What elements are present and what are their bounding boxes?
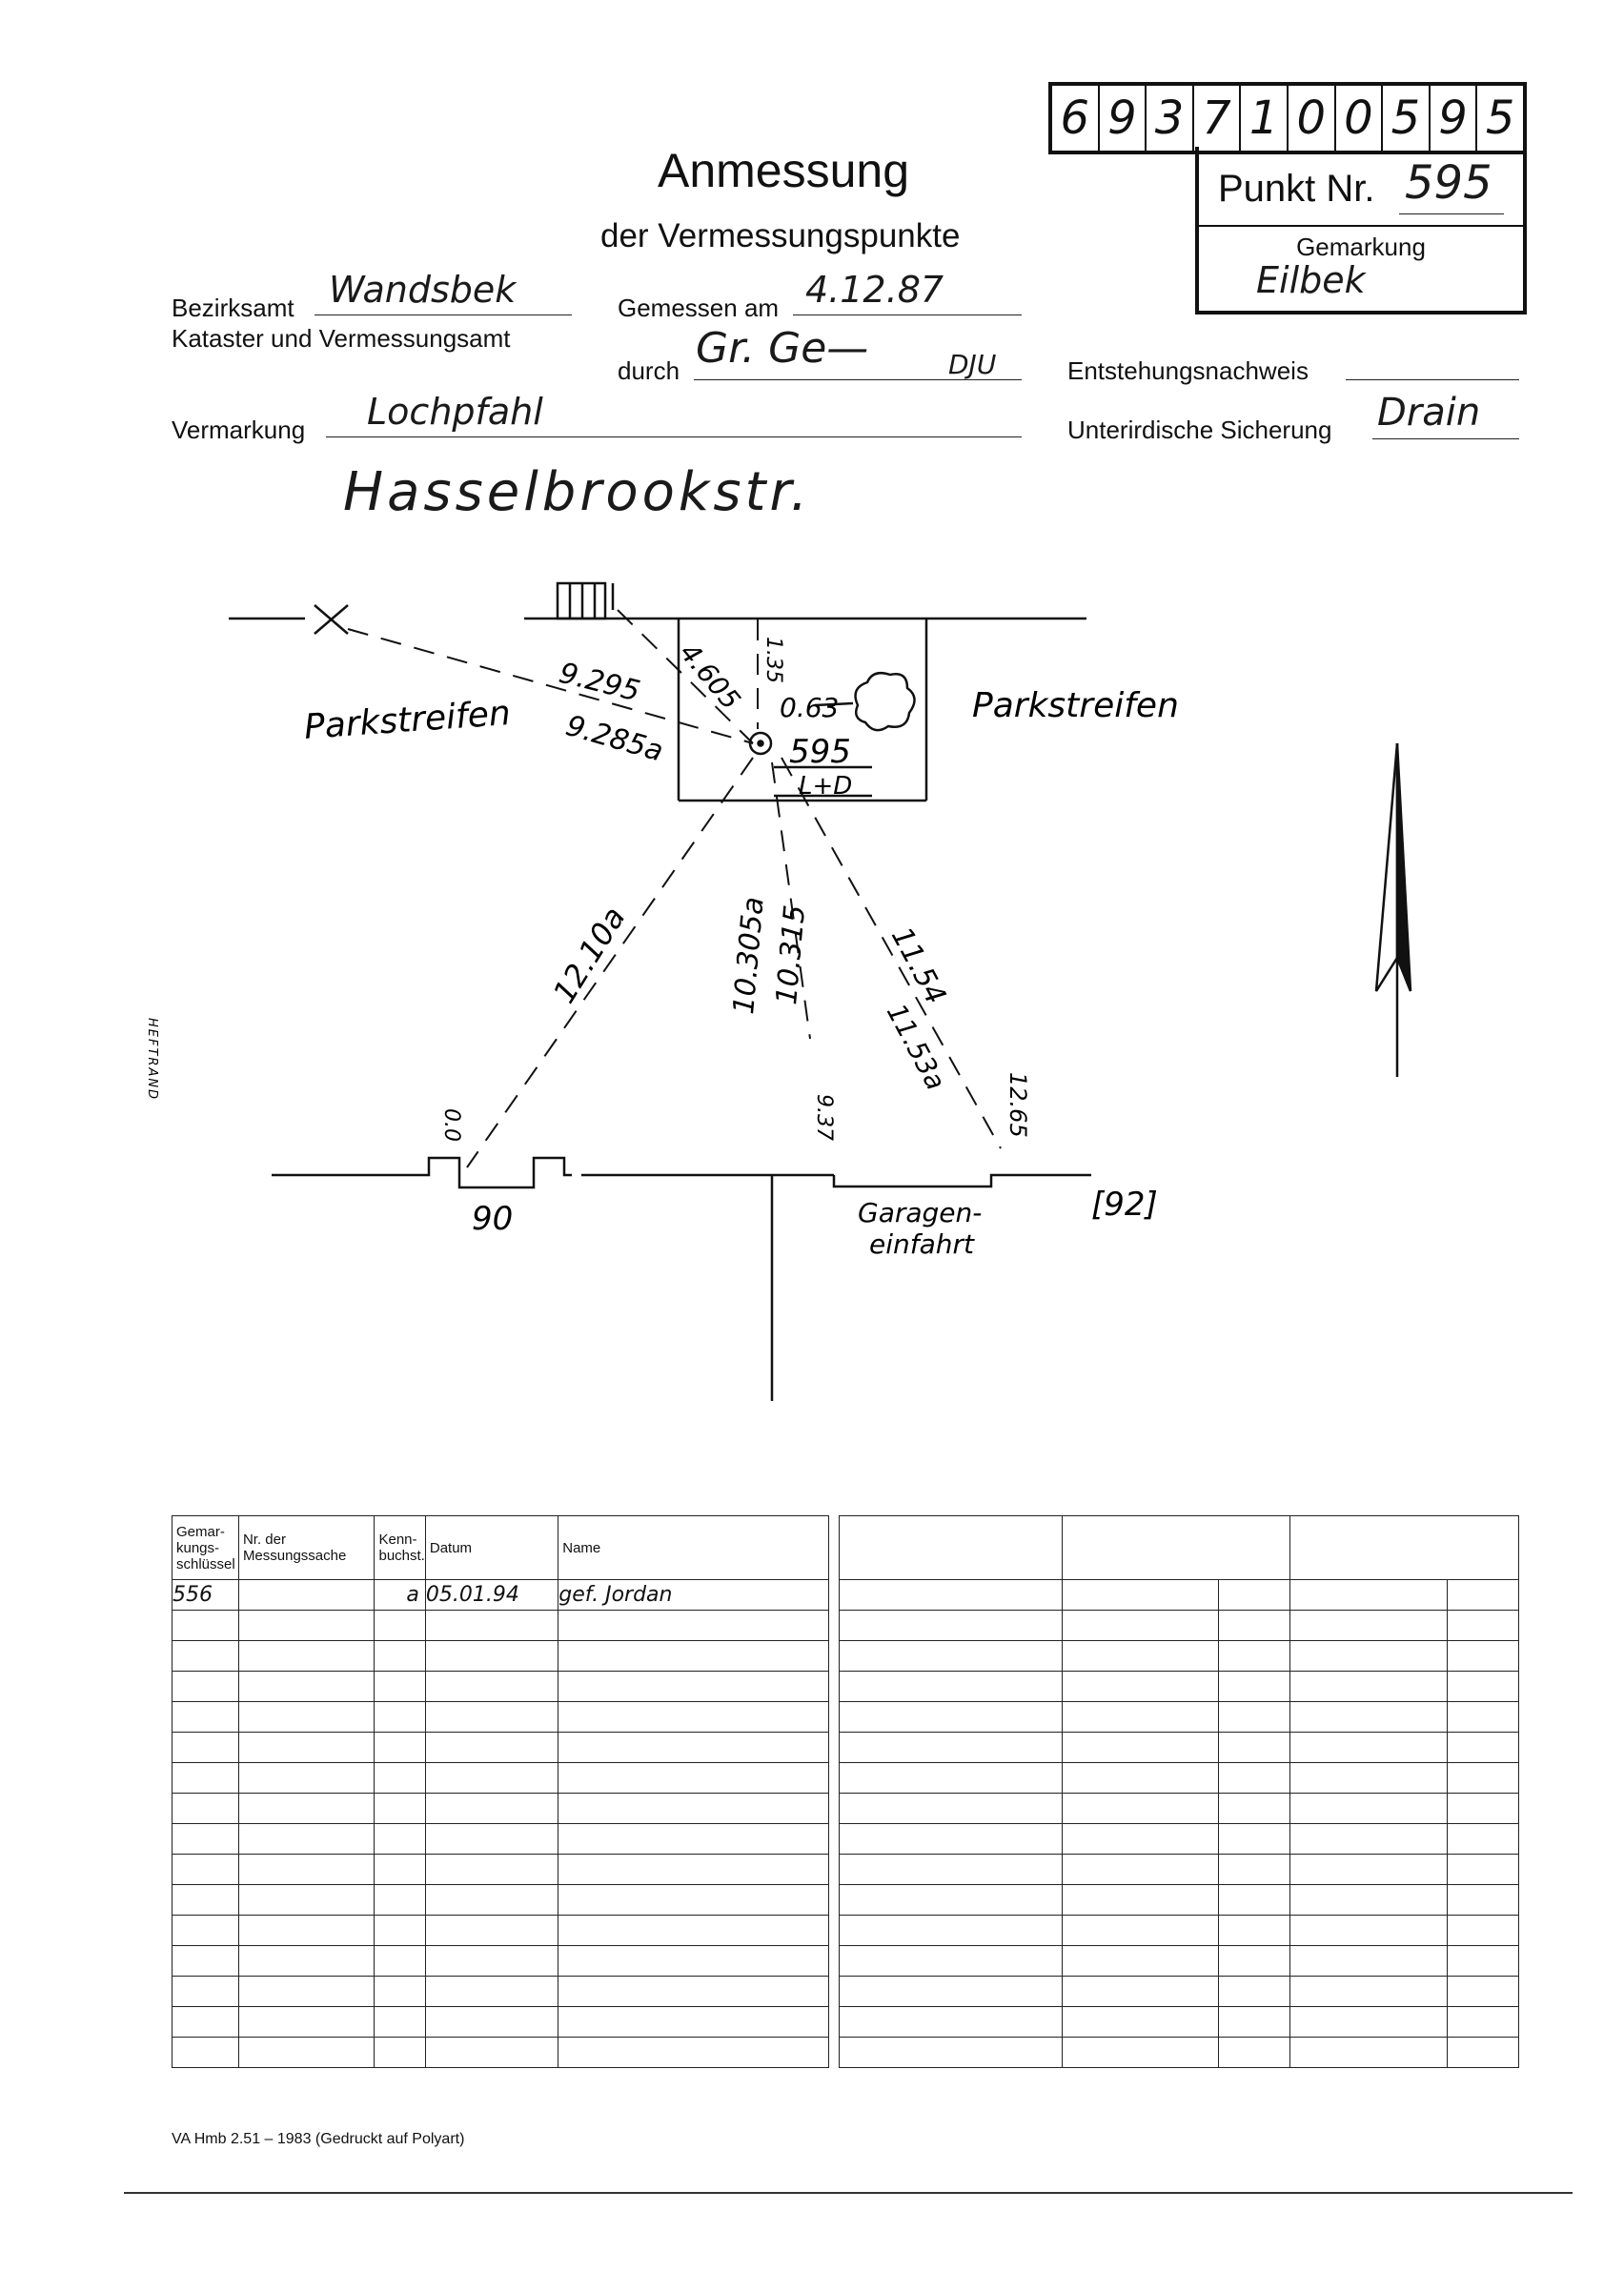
house-92-label: [92] bbox=[1091, 1186, 1158, 1224]
cell-gemarkung: 556 bbox=[173, 1580, 239, 1611]
house-90-label: 90 bbox=[472, 1200, 514, 1238]
table-row bbox=[840, 1702, 1519, 1733]
dist-1210a: 12.10a bbox=[545, 900, 633, 1010]
table-row bbox=[840, 1763, 1519, 1794]
dist-92855a: 9.285a bbox=[561, 709, 667, 769]
garage-outline bbox=[834, 1175, 1091, 1187]
line-1210 bbox=[467, 758, 753, 1167]
table-row bbox=[173, 2038, 829, 2068]
garage-label-2: einfahrt bbox=[869, 1228, 975, 1260]
kataster-label: Kataster und Vermessungsamt bbox=[172, 324, 511, 353]
heftrand-label: HEFTRAND bbox=[145, 1018, 159, 1102]
right-strip-label: Parkstreifen bbox=[972, 686, 1179, 725]
dist-9295: 9.295 bbox=[556, 656, 643, 709]
table-header-row bbox=[173, 1516, 829, 1580]
entstehung-label: Entstehungsnachweis bbox=[1067, 356, 1309, 385]
form-subtitle: der Vermessungspunkte bbox=[600, 217, 961, 254]
header-gemarkung: Gemar- kungs- schlüssel bbox=[173, 1516, 239, 1580]
record-table-left bbox=[172, 1515, 829, 2068]
tree-symbol bbox=[856, 673, 915, 730]
table-row bbox=[840, 1885, 1519, 1916]
table-row bbox=[840, 1672, 1519, 1702]
bezirksamt-value: Wandsbek bbox=[329, 269, 517, 311]
table-row bbox=[840, 1733, 1519, 1763]
table-row bbox=[173, 1641, 829, 1672]
table-row bbox=[840, 1794, 1519, 1824]
punkt-label: Punkt Nr. bbox=[1218, 168, 1375, 210]
gemessen-value: 4.12.87 bbox=[805, 269, 944, 311]
record-table-right bbox=[839, 1515, 1519, 2068]
header-messungssache: Nr. der Messungssache bbox=[238, 1516, 375, 1580]
digit-box: 1 bbox=[1241, 86, 1289, 151]
table-row bbox=[840, 1580, 1519, 1611]
point-label: 595 bbox=[789, 733, 851, 771]
unterirdisch-value: Drain bbox=[1377, 391, 1481, 435]
digit-box: 9 bbox=[1100, 86, 1147, 151]
bottom-rule bbox=[124, 2192, 1573, 2194]
north-arrow-head bbox=[1397, 743, 1411, 991]
unterirdisch-label: Unterirdische Sicherung bbox=[1067, 416, 1332, 444]
dist-4605: 4.605 bbox=[673, 637, 747, 716]
garage-label: Garagen- bbox=[858, 1197, 983, 1228]
table-row bbox=[840, 1916, 1519, 1946]
table-row bbox=[840, 1946, 1519, 1977]
table-row bbox=[840, 1641, 1519, 1672]
table-row bbox=[173, 1672, 829, 1702]
header-name: Name bbox=[558, 1516, 829, 1580]
table-row bbox=[173, 1977, 829, 2007]
cell-messungssache bbox=[238, 1580, 375, 1611]
table-row bbox=[173, 1733, 829, 1763]
table-row bbox=[173, 1702, 829, 1733]
digit-box: 7 bbox=[1194, 86, 1242, 151]
durch-signature: Gr. Ge— bbox=[696, 324, 869, 373]
digit-box: 0 bbox=[1289, 86, 1336, 151]
dist-063: 0.63 bbox=[780, 692, 840, 723]
table-row bbox=[840, 2007, 1519, 2038]
table-row bbox=[840, 1824, 1519, 1855]
table-row bbox=[173, 1824, 829, 1855]
digit-box: 3 bbox=[1147, 86, 1194, 151]
vermarkung-value: Lochpfahl bbox=[367, 391, 543, 433]
dist-1265: 12.65 bbox=[1005, 1072, 1031, 1138]
table-row bbox=[173, 1946, 829, 1977]
header-datum: Datum bbox=[425, 1516, 558, 1580]
house-90-outline bbox=[272, 1158, 572, 1187]
cell-datum: 05.01.94 bbox=[425, 1580, 558, 1611]
table-row bbox=[840, 2038, 1519, 2068]
table-row bbox=[173, 2007, 829, 2038]
cell-name: gef. Jordan bbox=[558, 1580, 829, 1611]
bezirksamt-label: Bezirksamt bbox=[172, 294, 294, 322]
digit-box: 0 bbox=[1336, 86, 1384, 151]
street-name: Hasselbrookstr. bbox=[343, 461, 812, 523]
digit-box: 5 bbox=[1485, 91, 1515, 145]
table-row bbox=[173, 1580, 829, 1611]
table-row bbox=[173, 1916, 829, 1946]
dist-135: 1.35 bbox=[761, 637, 785, 683]
dist-10305a: 10.305a bbox=[727, 895, 771, 1016]
table-row bbox=[840, 1977, 1519, 2007]
gemarkung-value: Eilbek bbox=[1256, 259, 1366, 301]
gemessen-label: Gemessen am bbox=[618, 294, 780, 322]
form-footer: VA Hmb 2.51 – 1983 (Gedruckt auf Polyart) bbox=[172, 2131, 465, 2147]
table-row bbox=[173, 1855, 829, 1885]
dist-10315: 10.315 bbox=[770, 903, 813, 1006]
dist-1154: 11.54 bbox=[883, 922, 953, 1010]
dist-1153a: 11.53a bbox=[880, 998, 952, 1096]
dist-00: 0.0 bbox=[439, 1108, 463, 1142]
dist-937: 9.37 bbox=[812, 1094, 836, 1141]
digit-box: 9 bbox=[1431, 86, 1478, 151]
point-sub: L+D bbox=[799, 772, 853, 801]
digit-box: 5 bbox=[1383, 86, 1431, 151]
cell-kennbuchst: a bbox=[375, 1580, 425, 1611]
digit-box: 6 bbox=[1052, 86, 1100, 151]
gemarkung-label: Gemarkung bbox=[1296, 233, 1426, 261]
durch-label: durch bbox=[618, 356, 680, 385]
left-strip-label: Parkstreifen bbox=[302, 693, 512, 747]
table-row bbox=[173, 1885, 829, 1916]
table-row bbox=[173, 1794, 829, 1824]
punkt-value: 595 bbox=[1405, 156, 1492, 210]
durch-suffix: DJU bbox=[948, 349, 997, 380]
table-row bbox=[840, 1855, 1519, 1885]
header-kennbuchst: Kenn- buchst. bbox=[375, 1516, 425, 1580]
table-row bbox=[840, 1611, 1519, 1641]
vermarkung-label: Vermarkung bbox=[172, 416, 306, 444]
form-title: Anmessung bbox=[658, 144, 910, 197]
table-row bbox=[173, 1611, 829, 1641]
table-row bbox=[173, 1763, 829, 1794]
line-1154 bbox=[782, 758, 1001, 1148]
